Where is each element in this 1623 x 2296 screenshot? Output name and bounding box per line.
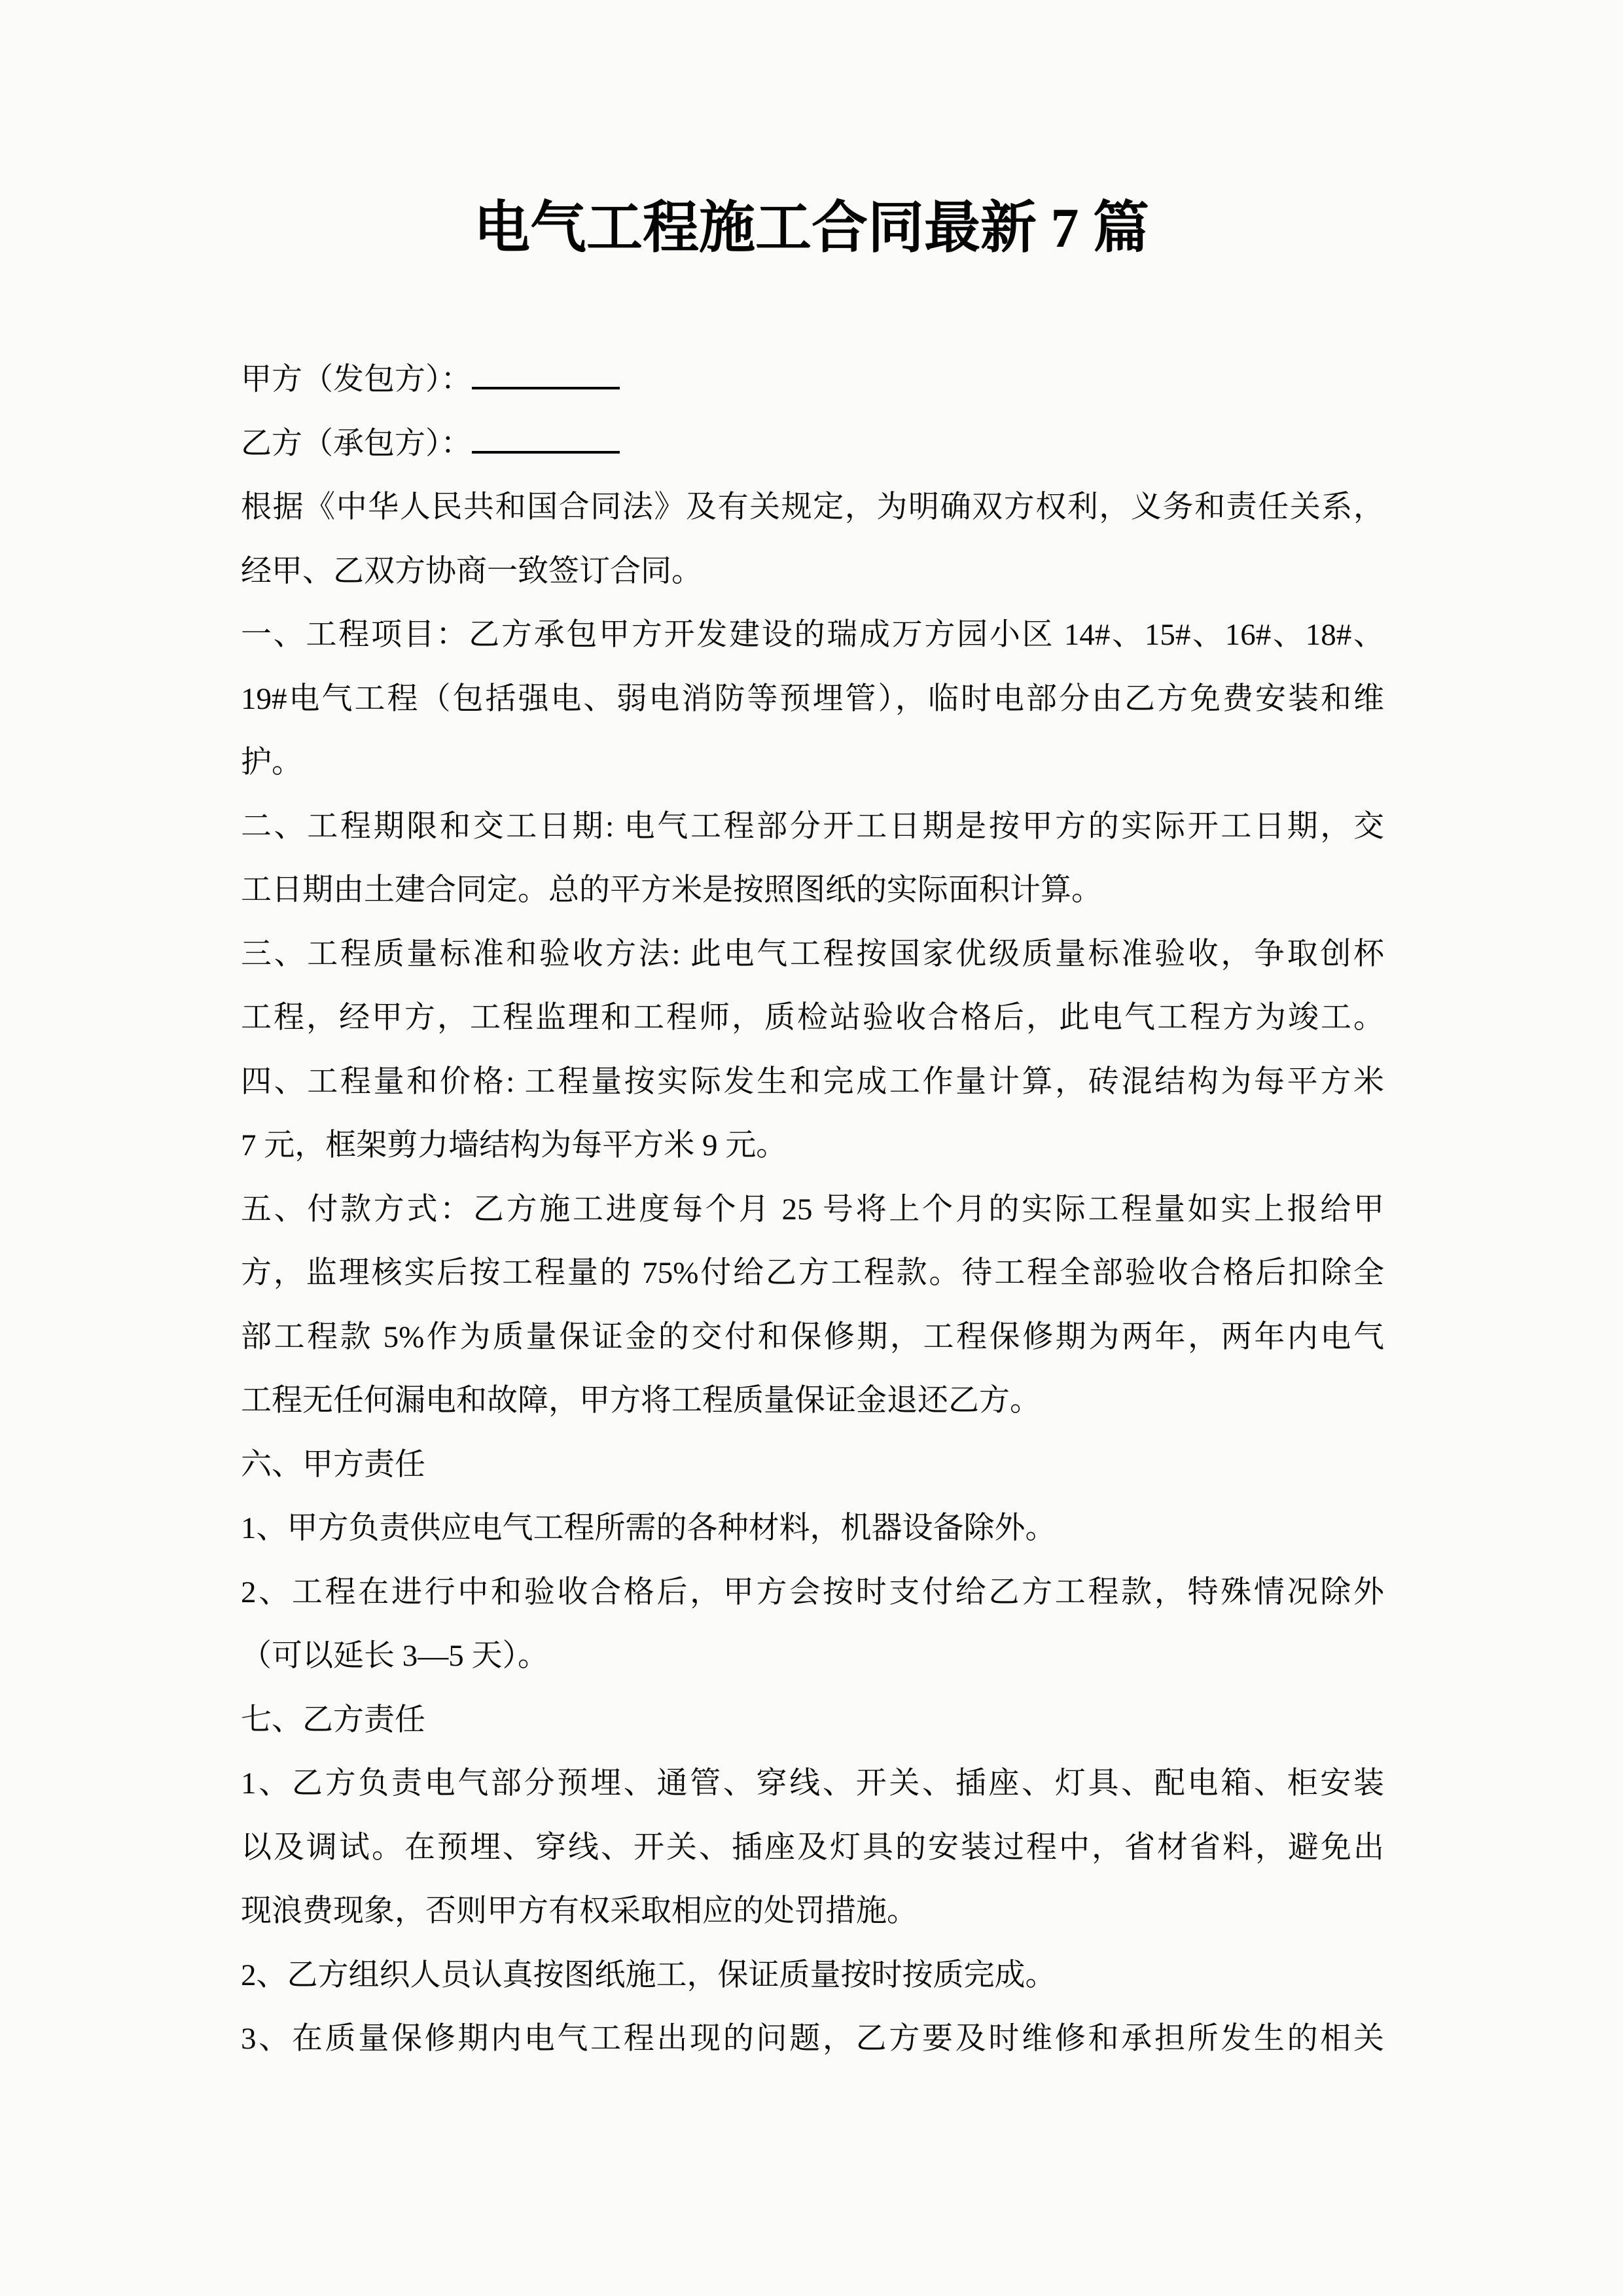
contract-line-text: 根据《中华人民共和国合同法》及有关规定，为明确双方权利，义务和责任关系， xyxy=(241,490,1384,524)
contract-line xyxy=(241,348,1384,412)
contract-line xyxy=(241,540,1384,604)
contract-line xyxy=(241,731,1384,795)
contract-line-text: 工日期由土建合同定。总的平方米是按照图纸的实际面积计算。 xyxy=(241,873,1102,907)
contract-line-text: 以及调试。在预埋、穿线、开关、插座及灯具的安装过程中，省材省料，避免出 xyxy=(241,1830,1384,1865)
contract-line-text: 工程无任何漏电和故障，甲方将工程质量保证金退还乙方。 xyxy=(241,1384,1041,1418)
contract-line xyxy=(241,1561,1384,1625)
contract-line-text: 现浪费现象，否则甲方有权采取相应的处罚措施。 xyxy=(241,1894,918,1928)
contract-line xyxy=(241,1050,1384,1115)
contract-line-text: 7 元，框架剪力墙结构为每平方米 9 元。 xyxy=(241,1128,787,1162)
contract-line-text: 方，监理核实后按工程量的 75%付给乙方工程款。待工程全部验收合格后扣除全 xyxy=(241,1256,1384,1290)
contract-line-text: 乙方（承包方）： xyxy=(241,426,472,461)
contract-line-text: 2、工程在进行中和验收合格后，甲方会按时支付给乙方工程款，特殊情况除外 xyxy=(241,1575,1384,1609)
contract-line xyxy=(241,2007,1384,2072)
document-body xyxy=(241,348,1384,2072)
contract-line xyxy=(241,1242,1384,1306)
contract-line-text: 19#电气工程（包括强电、弱电消防等预埋管），临时电部分由乙方免费安装和维 xyxy=(241,681,1384,716)
contract-line-text: 2、乙方组织人员认真按图纸施工，保证质量按时按质完成。 xyxy=(241,1958,1056,1992)
contract-line-text: （可以延长 3—5 天）。 xyxy=(241,1639,548,1673)
document-title: 电气工程施工合同最新 7 篇 xyxy=(474,196,1149,259)
contract-line xyxy=(241,1433,1384,1498)
contract-line xyxy=(241,1369,1384,1433)
contract-line-text: 3、在质量保修期内电气工程出现的问题，乙方要及时维修和承担所发生的相关 xyxy=(241,2022,1384,2056)
contract-line-text: 部工程款 5%作为质量保证金的交付和保修期，工程保修期为两年，两年内电气 xyxy=(241,1319,1384,1354)
contract-line-text: 二、工程期限和交工日期: 电气工程部分开工日期是按甲方的实际开工日期，交 xyxy=(241,809,1384,844)
contract-line-text: 1、甲方负责供应电气工程所需的各种材料，机器设备除外。 xyxy=(241,1511,1056,1545)
contract-line xyxy=(241,986,1384,1050)
contract-line xyxy=(241,859,1384,923)
contract-line-text: 三、工程质量标准和验收方法: 此电气工程按国家优级质量标准验收，争取创杯 xyxy=(241,937,1384,971)
contract-line xyxy=(241,1752,1384,1816)
contract-line-text: 七、乙方责任 xyxy=(241,1702,425,1737)
contract-line xyxy=(241,1880,1384,1944)
contract-line-text: 四、工程量和价格: 工程量按实际发生和完成工作量计算，砖混结构为每平方米 xyxy=(241,1064,1384,1099)
contract-line xyxy=(241,603,1384,668)
contract-line xyxy=(241,1944,1384,2008)
contract-line xyxy=(241,412,1384,476)
contract-line xyxy=(241,476,1384,540)
contract-line-text: 护。 xyxy=(241,745,302,780)
contract-line-text: 经甲、乙双方协商一致签订合同。 xyxy=(241,554,702,588)
contract-line xyxy=(241,1114,1384,1178)
contract-line-text: 1、乙方负责电气部分预埋、通管、穿线、开关、插座、灯具、配电箱、柜安装 xyxy=(241,1767,1384,1801)
contract-line xyxy=(241,1306,1384,1370)
contract-line-text: 一、工程项目：乙方承包甲方开发建设的瑞成万方园小区 14#、15#、16#、18#、 xyxy=(241,618,1384,652)
contract-line-text: 六、甲方责任 xyxy=(241,1447,425,1482)
fill-in-blank-underline xyxy=(472,444,620,454)
fill-in-blank-underline xyxy=(472,380,620,389)
contract-line xyxy=(241,1816,1384,1880)
contract-line xyxy=(241,1689,1384,1753)
contract-line-text: 甲方（发包方）： xyxy=(241,363,472,397)
contract-line xyxy=(241,668,1384,732)
contract-line xyxy=(241,1178,1384,1242)
contract-line xyxy=(241,923,1384,987)
contract-line xyxy=(241,1624,1384,1689)
contract-line-text: 工程，经甲方，工程监理和工程师，质检站验收合格后，此电气工程方为竣工。 xyxy=(241,1001,1384,1035)
contract-line-text: 五、付款方式：乙方施工进度每个月 25 号将上个月的实际工程量如实上报给甲 xyxy=(241,1192,1384,1227)
contract-line xyxy=(241,795,1384,859)
contract-line xyxy=(241,1497,1384,1561)
